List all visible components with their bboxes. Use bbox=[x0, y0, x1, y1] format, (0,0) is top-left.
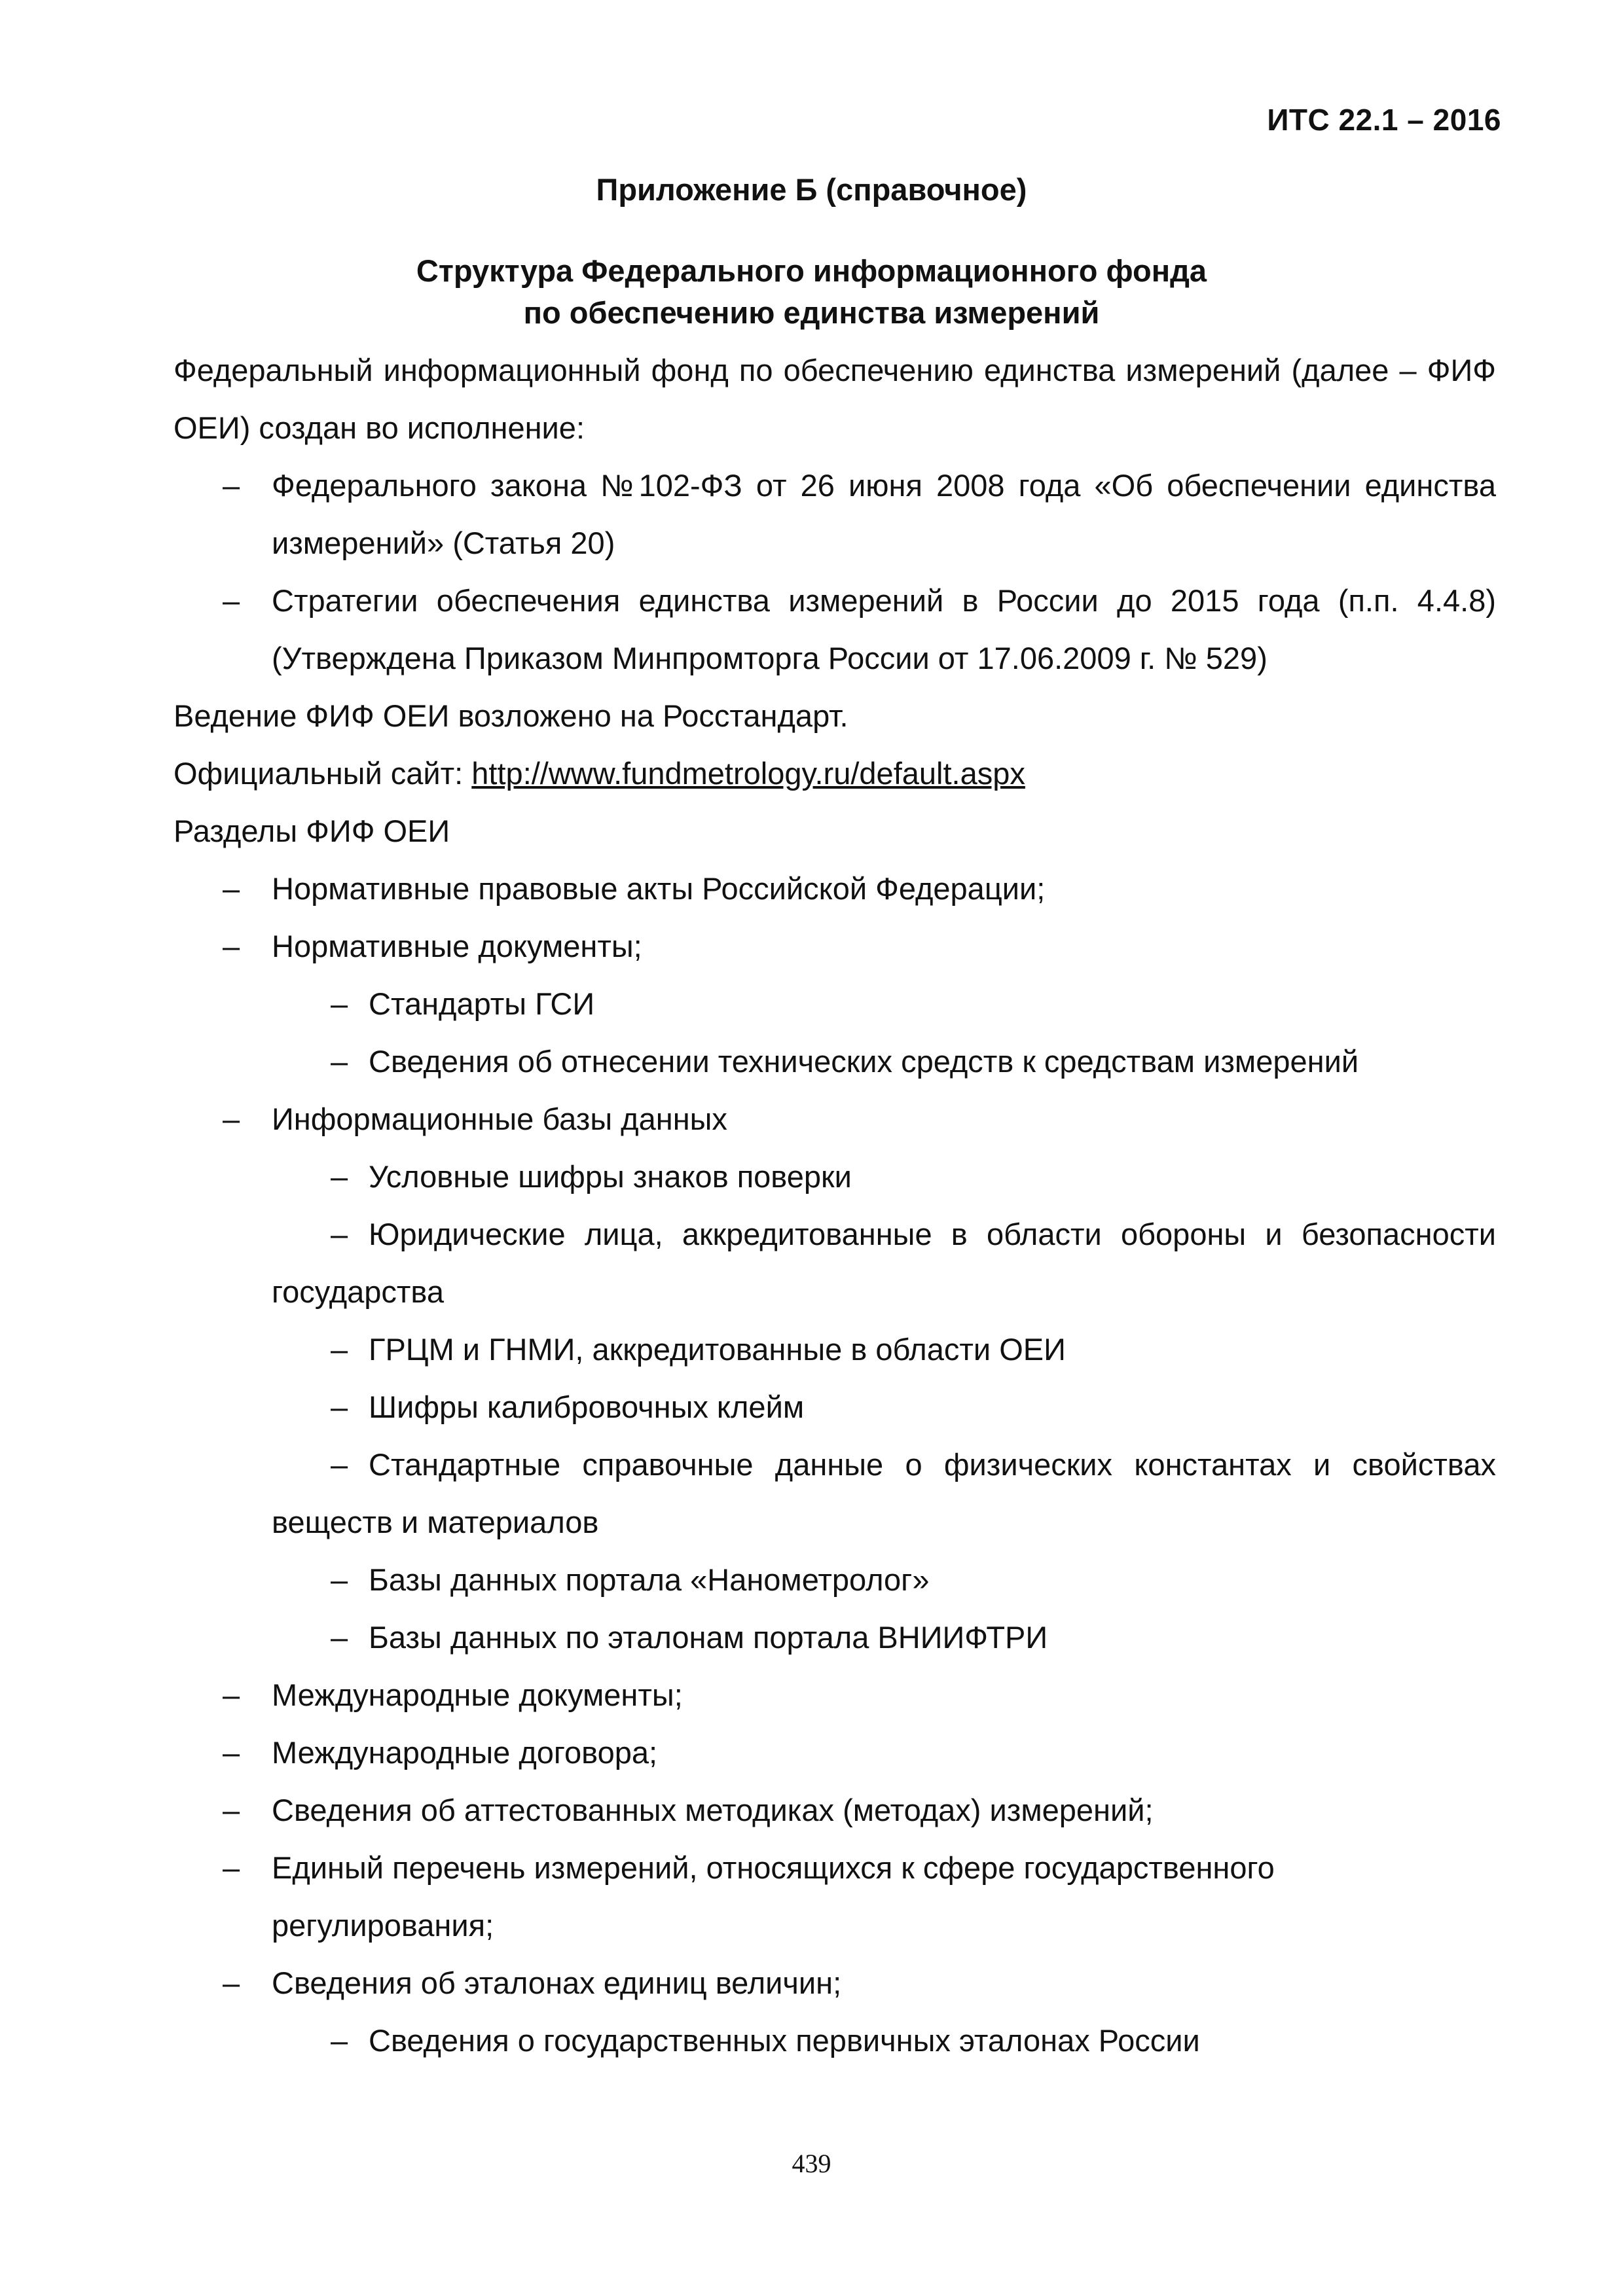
list-item-text: Единый перечень измерений, относящихся к сфере государственного регулирования; bbox=[272, 1850, 1275, 1943]
dash-bullet: – bbox=[331, 1044, 348, 1079]
list-item bbox=[173, 1090, 1496, 1148]
sections-heading: Разделы ФИФ ОЕИ bbox=[173, 814, 450, 848]
dash-bullet: – bbox=[331, 1447, 348, 1482]
list-item-text: Сведения об аттестованных методиках (методах) измерений; bbox=[272, 1793, 1154, 1827]
list-item-text: Нормативные документы; bbox=[272, 929, 642, 963]
sub-list-item bbox=[173, 2012, 1496, 2070]
sub-list-item-text: Юридические лица, аккредитованные в области обороны и безопасности государства bbox=[272, 1217, 1496, 1309]
list-item-text: Стратегии обеспечения единства измерений в России до 2015 года (п.п. 4.4.8) (Утверждена Приказом Минпромторга России от 17.06.2009 г. № 529) bbox=[272, 583, 1496, 675]
dash-bullet: – bbox=[331, 986, 348, 1021]
dash-bullet: – bbox=[223, 929, 240, 963]
section-title-line-1: Структура Федерального информационного фонда bbox=[416, 253, 1207, 288]
sub-list-item bbox=[173, 1206, 1496, 1321]
section-title-line-2: по обеспечению единства измерений bbox=[523, 295, 1100, 330]
dash-bullet: – bbox=[331, 1562, 348, 1597]
list-item bbox=[173, 1839, 1496, 1954]
dash-bullet: – bbox=[331, 1390, 348, 1424]
dash-bullet: – bbox=[331, 1332, 348, 1367]
dash-bullet: – bbox=[223, 1102, 240, 1136]
sub-list-item-text: Базы данных портала «Нанометролог» bbox=[369, 1562, 930, 1597]
sub-list-item bbox=[173, 1321, 1496, 1378]
list-item bbox=[173, 1782, 1496, 1839]
list-item-text: Федерального закона №102-ФЗ от 26 июня 2008 года «Об обеспечении единства измерений» (Статья 20) bbox=[272, 468, 1496, 560]
dash-bullet: – bbox=[223, 1850, 240, 1885]
list-item-text: Сведения об эталонах единиц величин; bbox=[272, 1965, 842, 2000]
document-code: ИТС 22.1 – 2016 bbox=[1267, 103, 1501, 137]
sub-list-item bbox=[173, 1148, 1496, 1206]
sub-list-item bbox=[173, 1436, 1496, 1551]
dash-bullet: – bbox=[223, 871, 240, 906]
list-item bbox=[173, 1666, 1496, 1724]
list-item bbox=[173, 572, 1496, 687]
sub-list-item-text: Условные шифры знаков поверки bbox=[369, 1159, 852, 1194]
dash-bullet: – bbox=[223, 1677, 240, 1712]
sub-list-item bbox=[173, 1033, 1496, 1090]
sub-list-item-text: Сведения о государственных первичных эталонах России bbox=[369, 2023, 1200, 2058]
list-item bbox=[173, 457, 1496, 572]
management-statement: Ведение ФИФ ОЕИ возложено на Росстандарт. bbox=[173, 698, 848, 733]
sub-list-item bbox=[173, 1378, 1496, 1436]
sub-list-item bbox=[173, 1551, 1496, 1609]
list-item bbox=[173, 1724, 1496, 1782]
list-item-text: Информационные базы данных bbox=[272, 1102, 727, 1136]
sub-list-item-text: Стандартные справочные данные о физических константах и свойствах веществ и материалов bbox=[272, 1447, 1496, 1539]
dash-bullet: – bbox=[223, 1965, 240, 2000]
dash-bullet: – bbox=[331, 1620, 348, 1655]
website-link[interactable]: http://www.fundmetrology.ru/default.aspx bbox=[471, 756, 1025, 791]
page-number: 439 bbox=[792, 2149, 831, 2178]
official-website bbox=[173, 745, 1496, 802]
dash-bullet: – bbox=[331, 1217, 348, 1251]
sub-list-item bbox=[173, 1609, 1496, 1666]
dash-bullet: – bbox=[331, 2023, 348, 2058]
list-item-text: Международные документы; bbox=[272, 1677, 683, 1712]
document-body bbox=[173, 342, 1496, 2070]
list-item bbox=[173, 860, 1496, 918]
sub-list-item-text: Базы данных по эталонам портала ВНИИФТРИ bbox=[369, 1620, 1048, 1655]
list-item bbox=[173, 1954, 1496, 2012]
list-item bbox=[173, 918, 1496, 975]
dash-bullet: – bbox=[223, 468, 240, 503]
sub-list-item bbox=[173, 975, 1496, 1033]
sub-list-item-text: ГРЦМ и ГНМИ, аккредитованные в области ОЕИ bbox=[369, 1332, 1066, 1367]
sub-list-item-text: Шифры калибровочных клейм bbox=[369, 1390, 805, 1424]
list-item-text: Нормативные правовые акты Российской Федерации; bbox=[272, 871, 1046, 906]
dash-bullet: – bbox=[223, 1735, 240, 1770]
website-label: Официальный сайт: bbox=[173, 756, 472, 791]
appendix-title: Приложение Б (справочное) bbox=[596, 172, 1027, 207]
section-title bbox=[0, 250, 1623, 334]
intro-paragraph: Федеральный информационный фонд по обеспечению единства измерений (далее – ФИФ ОЕИ) создан во исполнение: bbox=[173, 353, 1496, 445]
sub-list-item-text: Сведения об отнесении технических средств к средствам измерений bbox=[369, 1044, 1359, 1079]
sub-list-item-text: Стандарты ГСИ bbox=[369, 986, 595, 1021]
dash-bullet: – bbox=[331, 1159, 348, 1194]
list-item-text: Международные договора; bbox=[272, 1735, 658, 1770]
dash-bullet: – bbox=[223, 583, 240, 618]
dash-bullet: – bbox=[223, 1793, 240, 1827]
